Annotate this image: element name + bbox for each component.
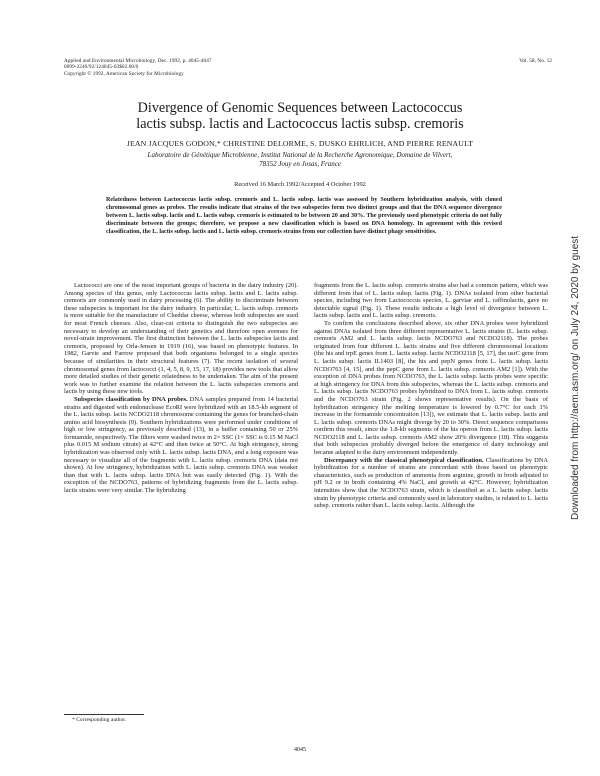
journal-header <box>64 58 212 77</box>
page-number: 4045 <box>294 747 306 753</box>
confirmation-paragraph: To confirm the conclusions described above, six other DNA probes were hybridized against DNAs isolated from three different representative L. lactis strains (L. lactis subsp. cremoris AM2 and L. lactis subsp. lactis NCDO763 and NCDO2118). The probes originated from four different L. lactis strains and five different chromosomal locations (the his and trpE genes from L. lactis subsp. lactis NCDO2118 [5, 17], the usrC gene from L. lactis subsp. lactis IL1403 [8], the his and pepN genes from L. lactis subsp. lactis NCDO763 [4, 15], and the pepC gene from L. lactis subsp. cremoris AM2 [1]). With the exception of DNA probes from NCDO763, the L. lactis subsp. lactis probes were specific at high stringency for DNA from this subspecies, whereas the L. lactis subsp. cremoris and L. lactis subsp. lactis NCDO763 probes hybridized to DNA from L. lactis subsp. cremoris and the NCDO763 strain (Fig. 2 shows representative results). On the basis of hybridization stringency (the melting temperature is lowered by 0.7°C for each 1% increase in the formamide concentration [13]), we estimate that L. lactis subsp. lactis and L. lactis subsp. cremoris DNAs might diverge by 20 to 30%. Direct sequence comparisons confirm this result, since the 1.8-kb segments of the his operon from L. lactis subsp. lactis NCDO2118 and L. lactis subsp. cremoris AM2 show 20% divergence (18). This suggests that both subspecies probably diverged before the emergence of dairy technology and became adapted to the dairy environment independently. <box>314 319 548 457</box>
intro-paragraph: Lactococci are one of the most important groups of bacteria in the dairy industry (20). Among species of this genus, only Lactococcus lactis subsp. lactis and L. lactis subsp. cremoris are commonly used in dairy processing (6). The ability to discriminate between these subspecies is important for the dairy industry. In particular, L. lactis subsp. cremoris is more suitable for the manufacture of Cheddar cheese, whereas both subspecies are used for most French cheeses. Also, clear-cut criteria to distinguish the two subspecies are necessary to develop an understanding of their genetics and therefore open avenues for novel-strain improvement. The first distinction between the L. lactis subspecies lactis and cremoris, proposed by Orla-Jensen in 1919 (16), was based on phenotypic features. In 1982, Garvie and Farrow proposed that both organisms belonged to a single species because of similarities in their structural features (7). The recent isolation of several chromosomal genes from lactococci (1, 4, 5, 8, 9, 15, 17, 18) provides new tools that allow more detailed studies of their genetic relatedness to be undertaken. The aim of the present work was to further examine the relation between the L. lactis subspecies cremoris and lactis by using these new tools. <box>64 282 298 396</box>
left-column <box>64 282 298 495</box>
journal-citation: Applied and Environmental Microbiology, Dec. 1992, p. 4045-4047 <box>64 58 212 64</box>
abstract: Relatedness between Lactococcus lactis subsp. cremoris and L. lactis subsp. lactis was assessed by Southern hybridization analysis, with cloned chromosomal genes as probes. The results indicate that strains of the two subspecies form two distinct groups and that the DNA sequence divergence between L. lactis subsp. lactis and L. lactis subsp. cremoris is estimated to be between 20 and 30%. The previously used phenotypic criteria do not fully discriminate between the groups; therefore, we propose a new classification which is based on DNA homology. In agreement with this revised classification, the L. lactis subsp. lactis and L. lactis subsp. cremoris strains from our collection have distinct phage sensitivities. <box>106 197 502 235</box>
paragraph-text: DNA samples prepared from 14 bacterial strains and digested with endonuclease EcoRI were hybridized with an 18.5-kb segment of the L. lactis subsp. lactis NCDO2118 chromosome containing the genes for branched-chain amino acid biosynthesis (9). Southern hybridizations were performed under conditions of high or low stringency, as previously described (13), in a buffer containing 50 or 25% formamide, respectively. The filters were washed twice in 2× SSC (1× SSC is 0.15 M NaCl plus 0.015 M sodium citrate) at 42°C and then twice at 50°C. At high stringency, strong hybridization was observed only with L. lactis subsp. lactis DNA, and a long exposure was necessary to visualize all of the fragments with L. lactis subsp. cremoris DNA (data not shown). At low stringency, hybridization with L. lactis subsp. cremoris DNA was weaker than that with L. lactis subsp. lactis DNA but was easily detected (Fig. 1). With the exception of the NCDO763, patterns of hybridizing fragments from the L. lactis subsp. lactis strains were very similar. The hybridizing <box>64 395 299 495</box>
subspecies-paragraph <box>64 396 298 495</box>
paragraph-text: Classifications by DNA hybridization for a number of strains are concordant with those based on phenotypic characteristics, such as production of ammonia from arginine, growth in broth adjusted to pH 9.2 or in broth containing 4% NaCl, and growth at 42°C. However, hybridization intensities show that the NCDO763 strain, which is classified as a L. lactis subsp. lactis strain by phenotypic criteria and commonly used in laboratory studies, is related to L. lactis subsp. cremoris rather than L. lactis subsp. lactis. Although the <box>314 456 548 510</box>
affiliation-line-2: 78352 Jouy en Josas, France <box>259 159 341 168</box>
copyright-line: Copyright © 1992, American Society for Microbiology <box>64 70 184 77</box>
download-watermark-text: Downloaded from http://aem.asm.org/ on July 24, 2020 by guest <box>570 235 581 520</box>
section-heading: Subspecies classification by DNA probes. <box>74 395 188 403</box>
received-date: Received 16 March 1992/Accepted 4 October 1992 <box>234 181 366 188</box>
affiliation <box>60 151 540 168</box>
section-heading: Discrepancy with the classical phenotypical classification. <box>324 456 484 464</box>
discrepancy-paragraph <box>314 457 548 510</box>
article-title <box>60 100 540 132</box>
title-line-2: lactis subsp. lactis and Lactococcus lactis subsp. cremoris <box>136 116 464 132</box>
author-list: JEAN JACQUES GODON,* CHRISTINE DELORME, S. DUSKO EHRLICH, AND PIERRE RENAULT <box>126 139 474 148</box>
volume-label: Vol. 58, No. 12 <box>519 58 552 64</box>
issn-line: 0099-2240/92/124045-03$02.00/0 <box>64 64 139 71</box>
title-line-1: Divergence of Genomic Sequences between Lactococcus <box>137 100 463 116</box>
footnote: * Corresponding author. <box>72 717 127 723</box>
continued-paragraph: fragments from the L. lactis subsp. cremoris strains also had a common pattern, which was different from that of L. lactis subsp. lactis (Fig. 1). DNAs isolated from other bacterial species, including two from Lactococcus species, L. garviae and L. raffinolactis, gave no detectable signal (Fig. 1). These results indicate a high level of divergence between L. lactis subsp. lactis and L. lactis subsp. cremoris. <box>314 282 548 320</box>
affiliation-line-1: Laboratoire de Génétique Microbienne, Institut National de la Recherche Agronomique, Domaine de Vilvert, <box>147 151 453 159</box>
footnote-divider <box>64 714 144 715</box>
right-column <box>314 282 548 510</box>
